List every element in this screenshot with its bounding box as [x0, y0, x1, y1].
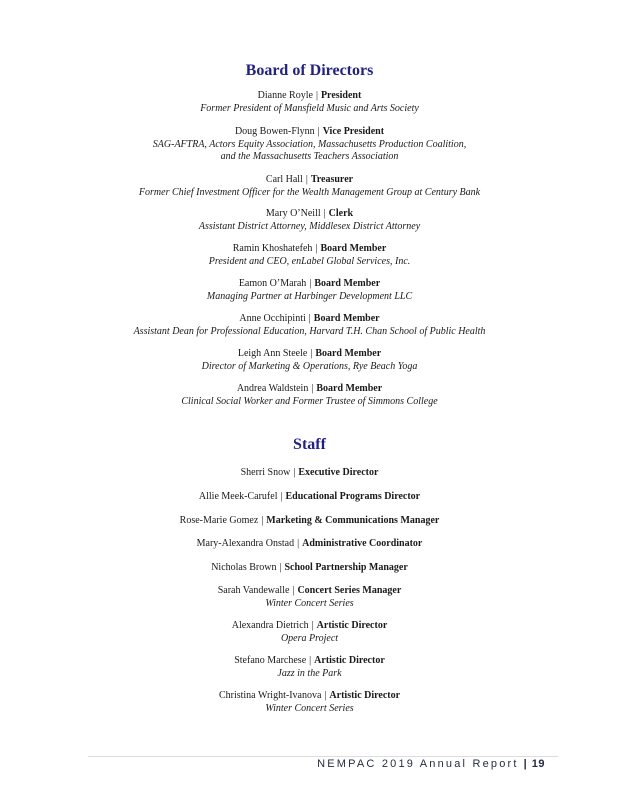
- member-role: Board Member: [320, 243, 387, 254]
- staff-title: Staff: [293, 436, 326, 453]
- staff-member-entry: [0, 538, 619, 551]
- member-name: Mary-Alexandra Onstad: [196, 538, 295, 549]
- member-name: Dianne Royle: [257, 90, 313, 101]
- staff-member-entry: [0, 515, 619, 528]
- member-name: Allie Meek-Carufel: [198, 491, 278, 502]
- staff-member-entry: [0, 562, 619, 575]
- name-role-separator: |: [261, 515, 264, 526]
- member-role: Artistic Director: [329, 690, 401, 701]
- board-member-entry: [0, 348, 619, 373]
- member-role: Vice President: [322, 126, 385, 137]
- member-program: Winter Concert Series: [265, 702, 354, 714]
- name-role-separator: |: [279, 562, 282, 573]
- member-name: Christina Wright-Ivanova: [218, 690, 322, 701]
- name-role-separator: |: [311, 383, 314, 394]
- member-role: Board Member: [315, 348, 382, 359]
- member-role: Executive Director: [298, 467, 379, 478]
- name-role-separator: |: [311, 620, 314, 631]
- board-member-entry: [0, 313, 619, 338]
- name-role-separator: |: [305, 174, 308, 185]
- page-footer: [317, 758, 545, 770]
- member-affiliation: Former Chief Investment Officer for the Wealth Management Group at Century Bank: [138, 186, 481, 198]
- member-role: Educational Programs Director: [285, 491, 421, 502]
- member-name: Stefano Marchese: [234, 655, 307, 666]
- member-affiliation: Director of Marketing & Operations, Rye Beach Yoga: [201, 360, 418, 372]
- member-program: Jazz in the Park: [277, 667, 342, 679]
- board-member-entry: [0, 383, 619, 408]
- report-title: NEMPAC 2019 Annual Report: [317, 758, 519, 770]
- staff-member-entry: [0, 690, 619, 715]
- board-member-entry: [0, 90, 619, 115]
- member-role: Clerk: [328, 208, 354, 219]
- board-member-entry: [0, 174, 619, 199]
- name-role-separator: |: [280, 491, 283, 502]
- member-name: Andrea Waldstein: [236, 383, 309, 394]
- member-program: Opera Project: [280, 632, 339, 644]
- member-name: Anne Occhipinti: [239, 313, 306, 324]
- footer-separator: |: [523, 758, 527, 770]
- staff-member-entry: [0, 655, 619, 680]
- member-role: Concert Series Manager: [297, 585, 402, 596]
- member-program: Winter Concert Series: [265, 597, 354, 609]
- member-role: Artistic Director: [314, 655, 385, 666]
- member-name: Rose-Marie Gomez: [179, 515, 259, 526]
- member-name: Doug Bowen-Flynn: [234, 126, 315, 137]
- staff-member-entry: [0, 491, 619, 504]
- name-role-separator: |: [324, 690, 327, 701]
- member-role: President: [320, 90, 362, 101]
- member-name: Carl Hall: [265, 174, 303, 185]
- member-affiliation: Assistant Dean for Professional Education, Harvard T.H. Chan School of Public Health: [133, 325, 486, 337]
- member-affiliation: Clinical Social Worker and Former Trustee of Simmons College: [181, 395, 438, 407]
- member-role: Marketing & Communications Manager: [266, 515, 440, 526]
- member-name: Leigh Ann Steele: [237, 348, 308, 359]
- member-name: Nicholas Brown: [211, 562, 277, 573]
- board-member-entry: [0, 243, 619, 268]
- name-role-separator: |: [315, 90, 318, 101]
- name-role-separator: |: [310, 348, 313, 359]
- member-role: Administrative Coordinator: [302, 538, 423, 549]
- name-role-separator: |: [323, 208, 326, 219]
- member-role: Board Member: [316, 383, 383, 394]
- member-affiliation: Former President of Mansfield Music and Arts Society: [200, 102, 419, 114]
- footer-rule: [88, 756, 558, 757]
- member-name: Sherri Snow: [240, 467, 291, 478]
- staff-member-entry: [0, 467, 619, 480]
- name-role-separator: |: [317, 126, 320, 137]
- member-name: Ramin Khoshatefeh: [232, 243, 313, 254]
- board-member-entry: [0, 208, 619, 233]
- member-affiliation: President and CEO, enLabel Global Services, Inc.: [208, 255, 411, 267]
- member-affiliation: Managing Partner at Harbinger Development LLC: [206, 290, 413, 302]
- member-role: Board Member: [314, 278, 381, 289]
- member-role: Board Member: [313, 313, 380, 324]
- name-role-separator: |: [297, 538, 300, 549]
- staff-member-entry: [0, 620, 619, 645]
- page-number: 19: [531, 758, 545, 770]
- member-name: Mary O’Neill: [265, 208, 321, 219]
- name-role-separator: |: [309, 278, 312, 289]
- name-role-separator: |: [293, 467, 296, 478]
- member-name: Sarah Vandewalle: [217, 585, 290, 596]
- board-member-entry: [0, 126, 619, 164]
- name-role-separator: |: [309, 655, 312, 666]
- member-name: Eamon O’Marah: [238, 278, 307, 289]
- name-role-separator: |: [292, 585, 295, 596]
- name-role-separator: |: [308, 313, 311, 324]
- member-affiliation: SAG-AFTRA, Actors Equity Association, Massachusetts Production Coalition,: [152, 138, 467, 150]
- member-affiliation: and the Massachusetts Teachers Association: [220, 151, 399, 162]
- board-member-entry: [0, 278, 619, 303]
- member-affiliation: Assistant District Attorney, Middlesex District Attorney: [198, 220, 421, 232]
- member-role: Artistic Director: [316, 620, 388, 631]
- board-title: Board of Directors: [245, 62, 374, 79]
- member-role: School Partnership Manager: [284, 562, 408, 573]
- member-role: Treasurer: [310, 174, 354, 185]
- member-name: Alexandra Dietrich: [231, 620, 309, 631]
- name-role-separator: |: [315, 243, 318, 254]
- staff-member-entry: [0, 585, 619, 610]
